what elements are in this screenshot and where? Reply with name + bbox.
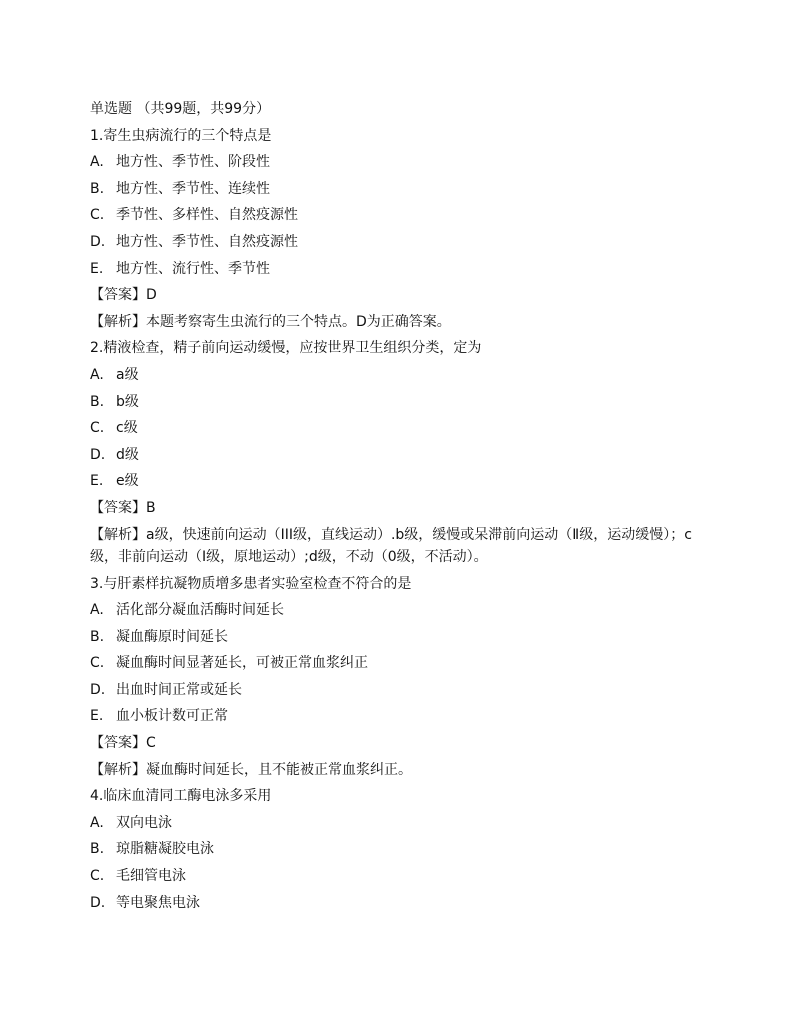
option-letter: C. [90,868,105,885]
option-b [90,624,710,651]
option-text: 地方性、季节性、阶段性 [116,154,270,171]
option-text: 活化部分凝血活酶时间延长 [116,602,284,619]
option-letter: B. [90,393,105,410]
option-letter: B. [90,841,105,858]
analysis-line: 【解析】a级，快速前向运动（III级，直线运动）.b级，缓慢或呆滞前向运动（Ⅱ级，运动缓慢）；c级，非前向运动（Ⅰ级，原地运动）;d级，不动（0级，不活动）。 [90,526,692,565]
option-c [90,863,710,890]
exam-page [90,96,710,916]
option-d [90,677,710,704]
answer-line: 【答案】D [90,287,157,304]
option-text: e级 [116,473,139,490]
option-e [90,256,710,283]
option-letter: A. [90,154,104,171]
option-letter: E. [90,260,104,277]
option-b [90,836,710,863]
option-b [90,176,710,203]
analysis-line: 【解析】本题考察寄生虫流行的三个特点。D为正确答案。 [90,313,451,330]
option-e [90,703,710,730]
answer-line: 【答案】C [90,735,156,752]
option-text: b级 [116,393,139,410]
option-text: 凝血酶时间显著延长，可被正常血浆纠正 [116,655,368,672]
option-text: 凝血酶原时间延长 [116,628,228,645]
option-text: c级 [116,420,138,437]
option-c [90,202,710,229]
option-letter: B. [90,180,105,197]
option-text: a级 [116,366,139,383]
analysis-line: 【解析】凝血酶时间延长，且不能被正常血浆纠正。 [90,761,412,778]
option-text: 地方性、季节性、连续性 [116,180,270,197]
option-letter: A. [90,814,104,831]
option-c [90,650,710,677]
option-text: 等电聚焦电泳 [116,894,200,911]
option-a [90,810,710,837]
question-stem: 4.临床血清同工酶电泳多采用 [90,788,272,805]
question-stem: 3.与肝素样抗凝物质增多患者实验室检查不符合的是 [90,575,412,592]
option-e [90,468,710,495]
answer-line: 【答案】B [90,499,156,516]
question-3 [90,571,710,784]
option-d [90,229,710,256]
option-a [90,149,710,176]
option-letter: E. [90,708,104,725]
option-a [90,362,710,389]
option-text: 季节性、多样性、自然疫源性 [116,207,298,224]
section-header: 单选题 （共99题，共99分） [90,101,271,117]
option-text: 毛细管电泳 [116,868,186,885]
option-text: 地方性、流行性、季节性 [116,260,270,277]
option-d [90,442,710,469]
option-text: d级 [116,446,139,463]
option-text: 琼脂糖凝胶电泳 [116,841,214,858]
question-stem: 1.寄生虫病流行的三个特点是 [90,127,272,144]
option-b [90,389,710,416]
option-text: 出血时间正常或延长 [116,681,242,698]
option-letter: D. [90,446,106,463]
option-a [90,597,710,624]
option-letter: A. [90,366,104,383]
option-d [90,890,710,917]
option-text: 双向电泳 [116,814,172,831]
option-letter: C. [90,207,105,224]
option-letter: D. [90,233,106,250]
question-stem: 2.精液检查，精子前向运动缓慢，应按世界卫生组织分类，定为 [90,340,482,357]
option-c [90,415,710,442]
question-2 [90,335,710,570]
option-letter: D. [90,681,106,698]
option-letter: C. [90,655,105,672]
option-letter: A. [90,602,104,619]
question-1 [90,123,710,336]
option-letter: C. [90,420,105,437]
option-letter: D. [90,894,106,911]
option-letter: B. [90,628,105,645]
question-4 [90,783,710,916]
option-text: 血小板计数可正常 [116,708,228,725]
option-letter: E. [90,473,104,490]
option-text: 地方性、季节性、自然疫源性 [116,233,298,250]
